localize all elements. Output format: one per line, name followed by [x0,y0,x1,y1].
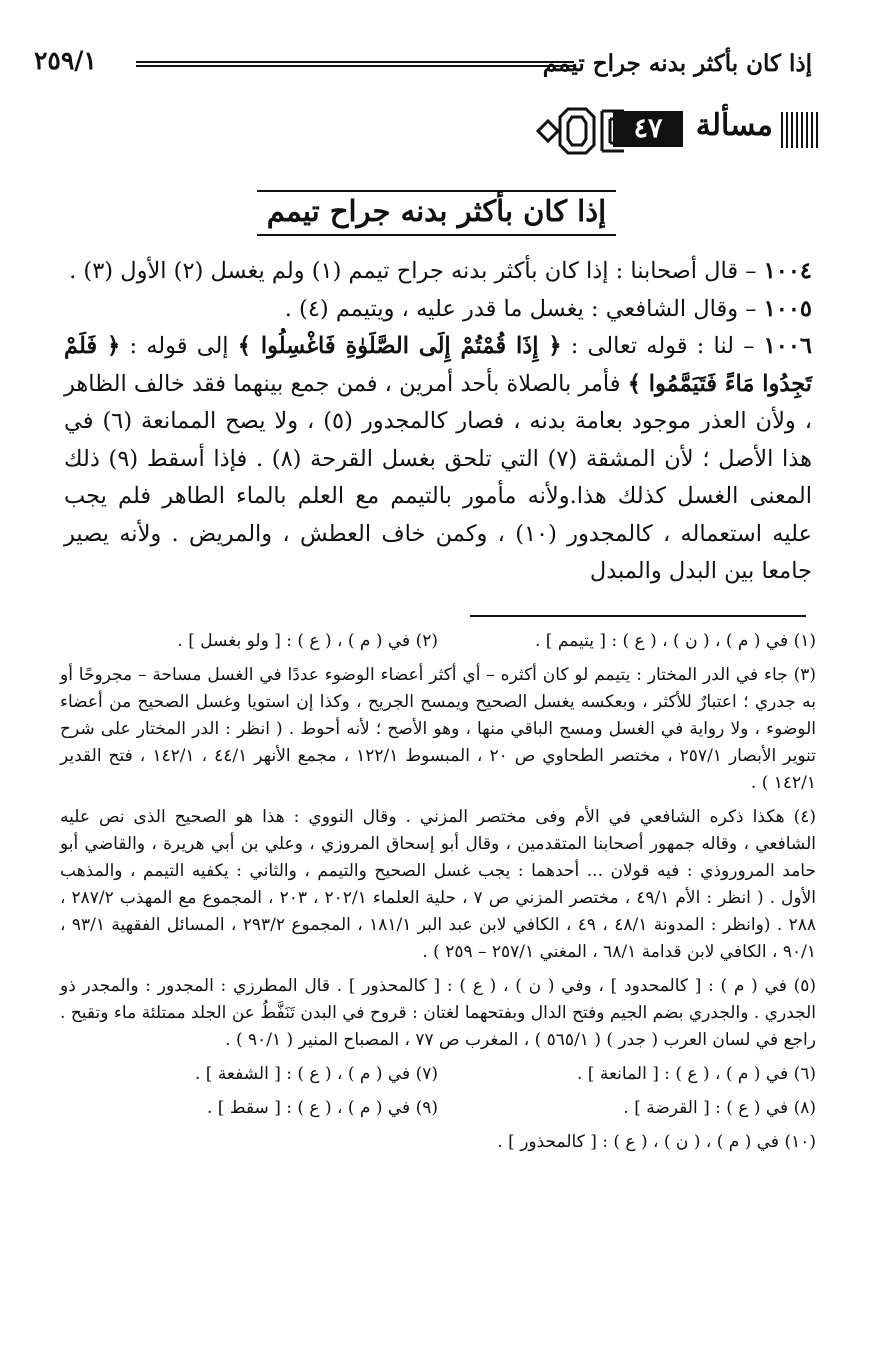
footnote-9: (٩) في ( م ) ، ( ع ) : [ سقط ] . [206,1098,438,1118]
quran-verse: ﴿ إِذَا قُمْتُمْ إِلَى الصَّلَوٰةِ فَاغْسِلُوا ﴾ [237,333,562,359]
footnote-separator [470,615,806,617]
running-header [34,44,812,84]
paragraph-text: إلى قوله : [120,333,238,359]
footnote-row [60,628,816,655]
striped-ornament-icon [781,112,821,148]
running-header-title: إذا كان بأكثر بدنه جراح تيمم [542,50,812,77]
footnote-5: (٥) في ( م ) : [ كالمحدود ] ، وفي ( ن ) ، ( ع ) : [ كالمحذور ] . قال المطرزي : المجدور : والمجدر ذو الجدري . والجدري بضم الجيم وفتح الدال وبفتحهما لغتان : قروح في البدن تَنَفَّطُ عن الجلد ممتلئة ماء وتقيح . راجع في لسان العرب ( جدر ) ( ٥٦٥/١ ) ، المغرب ص ٧٧ ، المصباح المنير ( ٩٠/١ ) . [60,976,816,1050]
paragraph-text: – قال أصحابنا : إذا كان بأكثر بدنه جراح تيمم (١) ولم يغسل (٢) الأول (٣) . [69,258,764,284]
footnote-6: (٦) في ( م ) ، ( ع ) : [ المانعة ] . [577,1064,816,1084]
masala-number: ٤٧ [613,111,683,147]
paragraph-1006 [64,328,812,591]
running-header-rule [136,61,574,67]
paragraph-number: ١٠٠٥ [763,295,812,322]
footnote-1: (١) في ( م ) ، ( ن ) ، ( ع ) : [ يتيمم ] . [534,631,816,651]
quran-verse: ﴿ فَلَمْ تَجِدُوا مَاءً فَتَيَمَّمُوا ﴾ [64,333,813,397]
footnote-7: (٧) في ( م ) ، ( ع ) : [ الشفعة ] . [194,1064,438,1084]
footnote-10: (١٠) في ( م ) ، ( ن ) ، ( ع ) : [ كالمحذور ] . [497,1132,816,1152]
paragraph-1005 [64,291,812,329]
paragraph-text: – وقال الشافعي : يغسل ما قدر عليه ، ويتيمم (٤) . [284,295,764,322]
footnote-3: (٣) جاء في الدر المختار : يتيمم لو كان أكثره – أي أكثر أعضاء الوضوء عددًا في الغسل مساحة – مجروحًا أو به جدري ؛ اعتبارٌ للأكثر ، وبعكسه يغسل الصحيح ويمسح الجريح ، وكذا إن استويا وغسل الصحيح من أعضاء الوضوء ، ولا رواية في الغسل ومسح الباقي منها ، وهو الأصح ؛ لأنه أحوط . ( انظر : الدر المختار على شرح تنوير الأبصار ٢٥٧/١ ، مختصر الطحاوي ص ٢٠ ، المبسوط ١٢٢/١ ، مجمع الأنهر ٤٤/١ ، ١٤٢/١ ، فتح القدير ١٤٢/١ ) . [60,665,817,793]
body-text [64,253,812,591]
footnote-4: (٤) هكذا ذكره الشافعي في الأم وفى مختصر المزني . وقال النووي : هذا هو الصحيح الذى نص عليه الشافعي ، وقاله جمهور أصحابنا المتقدمين ، وقال أبو إسحاق المروزي ، وعلي بن أبي هريرة ، والقاضي أبو حامد المروروذي : فيه قولان ... أحدهما : يجب غسل الصحيح والتيمم ، والثاني : يكفيه التيمم ، والمذهب الأول . ( انظر : الأم ٤٩/١ ، مختصر المزني ص ٧ ، حلية العلماء ٢٠٢/١ ، ٢٠٣ ، المجموع مع المهذب ٢٨٧/٢ ، ٢٨٨ . (وانظر : المدونة ٤٨/١ ، ٤٩ ، الكافي لابن عبد البر ١٨١/١ ، المجموع ٢٩٣/٢ ، المسائل الفقهية ٩٣/١ ، ٩٠/١ ، الكافي لابن قدامة ٦٨/١ ، المغني ٢٥٧/١ – ٢٥٩ ) . [60,807,817,962]
section-title [0,190,873,236]
paragraph-text: – لنا : قوله تعالى : [561,333,764,359]
paragraph-text: فأمر بالصلاة بأحد أمرين ، فمن جمع بينهما فقد خالف الظاهر ، ولأن العذر موجود بعامة بدنه ، فصار كالمجدور (٥) ، ولا يصح الممانعة (٦) في هذا الأصل ؛ لأن المشقة (٧) التي تلحق بغسل القرحة (٨) . فإذا أسقط (٩) ذلك المعنى الغسل كذلك هذا.ولأنه مأمور بالتيمم مع العلم بالماء الطاهر فلم يجب عليه استعماله ، كالمجدور (١٠) ، وكمن خاف العطش ، والمريض . ولأنه يصير جامعا بين البدل والمبدل [64,370,812,584]
geometric-ornament-icon [528,103,628,163]
paragraph-number: ١٠٠٤ [763,258,812,284]
page-number: ٢٥٩/١ [34,46,97,75]
paragraph-1004 [64,253,812,291]
footnote-row [60,1095,816,1122]
paragraph-number: ١٠٠٦ [763,333,813,359]
masala-band [0,103,873,163]
footnote-8: (٨) في ( ع ) : [ القرضة ] . [623,1098,816,1118]
section-title-text: إذا كان بأكثر بدنه جراح تيمم [257,190,616,236]
footnotes [60,628,816,1163]
masala-label: مسألة [695,108,773,143]
footnote-row [60,1061,816,1088]
footnote-2: (٢) في ( م ) ، ( ع ) : [ ولو بغسل ] . [177,631,438,651]
